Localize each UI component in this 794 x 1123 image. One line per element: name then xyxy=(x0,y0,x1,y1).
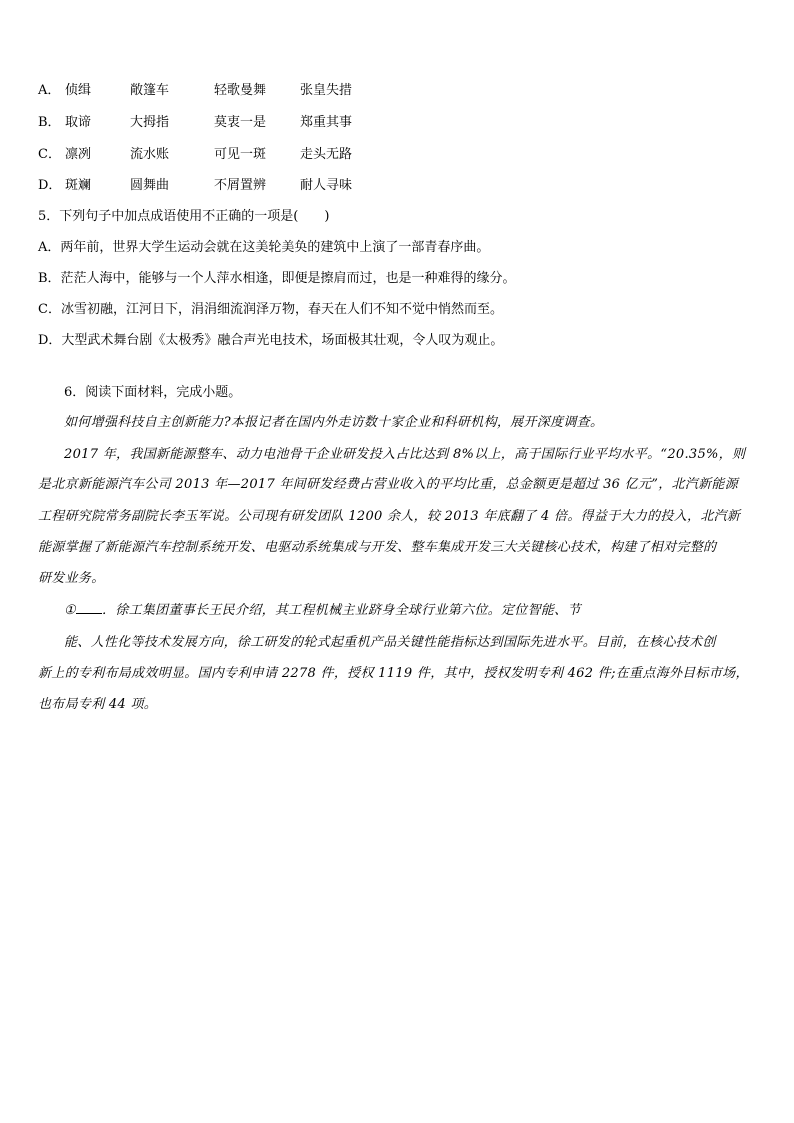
vocab-option-d xyxy=(38,177,352,195)
option-label: D． xyxy=(38,178,62,193)
word: 耐人寻味 xyxy=(300,178,353,193)
word: 流水账 xyxy=(130,147,170,162)
word: 侦缉 xyxy=(65,83,92,98)
passage-paragraph-2-line-2: 是北京新能源汽车公司 2013 年—2017 年间研发经费占营业收入的平均比重，总金额更是超过 36 亿元”，北汽新能源 xyxy=(38,477,739,492)
passage-paragraph-1: 如何增强科技自主创新能力?本报记者在国内外走访数十家企业和科研机构，展开深度调查。 xyxy=(64,415,604,430)
paragraph-3-first-text: ．徐工集团董事长王民介绍，其工程机械主业跻身全球行业第六位。定位智能、节 xyxy=(101,603,581,618)
question-5-option-a: A．两年前，世界大学生运动会就在这美轮美奂的建筑中上演了一部青春序曲。 xyxy=(38,240,490,255)
passage-paragraph-2-line-4: 能源掌握了新能源汽车控制系统开发、电驱动系统集成与开发、整车集成开发三大关键核心技术，构建了相对完整的 xyxy=(38,540,717,555)
word: 不屑置辨 xyxy=(214,178,267,193)
word: 轻歌曼舞 xyxy=(214,83,267,98)
question-6-stem: 6．阅读下面材料，完成小题。 xyxy=(64,385,242,400)
word: 张皇失措 xyxy=(300,83,353,98)
passage-paragraph-2-line-3: 工程研究院常务副院长李玉军说。公司现有研发团队 1200 余人，较 2013 年底翻了 4 倍。得益于大力的投入，北汽新 xyxy=(38,509,741,524)
vocab-option-c xyxy=(38,146,352,164)
option-label: B． xyxy=(38,115,61,130)
passage-paragraph-3-line-2: 能、人性化等技术发展方向，徐工研发的轮式起重机产品关键性能指标达到国际先进水平。目前，在核心技术创 xyxy=(64,635,716,650)
question-5-option-b: B．茫茫人海中，能够与一个人萍水相逢，即便是擦肩而过，也是一种难得的缘分。 xyxy=(38,271,516,286)
word: 走头无路 xyxy=(300,147,353,162)
passage-paragraph-3-line-3: 新上的专利布局成效明显。国内专利申请 2278 件，授权 1119 件，其中，授权发明专利 462 件;在重点海外目标市场， xyxy=(38,666,749,681)
question-5-option-c: C．冰雪初融，江河日下，涓涓细流润泽万物，春天在人们不知不觉中悄然而至。 xyxy=(38,302,503,317)
word: 大拇指 xyxy=(130,115,170,130)
vocab-option-a xyxy=(38,82,352,100)
passage-paragraph-3-line-1 xyxy=(64,596,581,626)
blank-marker: ① xyxy=(64,603,76,618)
passage-paragraph-2-line-1: 2017 年，我国新能源整车、动力电池骨干企业研发投入占比达到 8%以上，高于国际行业平均水平。“20.35%，则 xyxy=(64,447,746,462)
question-5-option-d: D．大型武术舞台剧《太极秀》融合声光电技术，场面极其壮观，令人叹为观止。 xyxy=(38,333,504,348)
word: 凛冽 xyxy=(65,147,92,162)
word: 可见一斑 xyxy=(214,147,267,162)
passage-paragraph-3-line-4: 也布局专利 44 项。 xyxy=(38,697,158,712)
word: 敞篷车 xyxy=(130,83,170,98)
vocab-option-b xyxy=(38,114,352,132)
fill-in-blank xyxy=(76,599,102,614)
word: 斑斓 xyxy=(65,178,92,193)
option-label: A． xyxy=(38,83,61,98)
option-label: C． xyxy=(38,147,61,162)
word: 莫衷一是 xyxy=(214,115,267,130)
word: 圆舞曲 xyxy=(130,178,170,193)
word: 取谛 xyxy=(65,115,92,130)
passage-paragraph-2-line-5: 研发业务。 xyxy=(38,571,105,586)
question-5-stem: 5．下列句子中加点成语使用不正确的一项是( ) xyxy=(38,209,330,224)
word: 郑重其事 xyxy=(300,115,353,130)
